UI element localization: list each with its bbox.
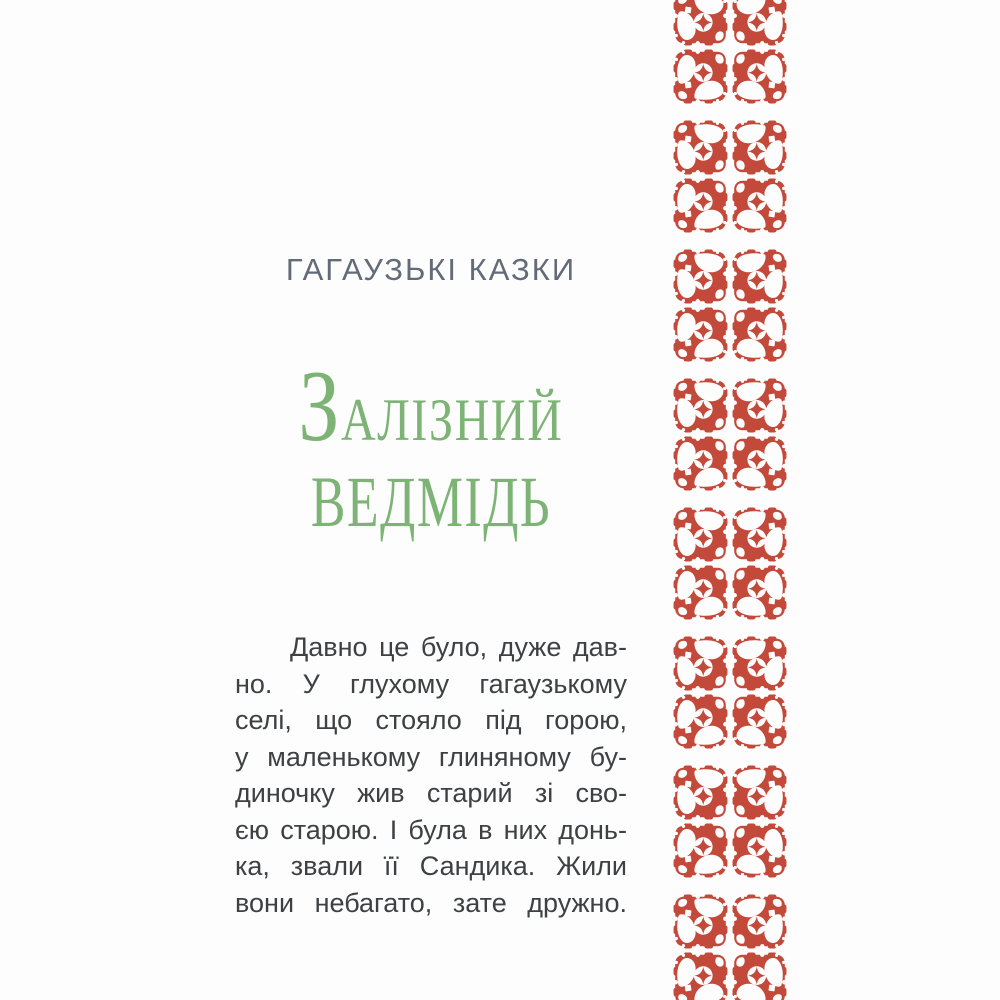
paragraph-line: Давно це було, дуже дав- <box>290 632 627 662</box>
ornament-tile-icon <box>731 49 788 104</box>
ornament-tile-icon <box>731 378 788 433</box>
paragraph-line: вони небагато, зате дружно. <box>235 887 627 918</box>
ornament-tile-icon <box>672 378 729 433</box>
ornament-tile-icon <box>672 249 729 304</box>
ornament-tile-icon <box>672 178 729 233</box>
ornament-block <box>672 507 788 620</box>
ornament-tile-icon <box>672 436 729 491</box>
ornament-tile-icon <box>672 765 729 820</box>
ornament-tile-icon <box>672 0 729 46</box>
paragraph-line: ка, звали її Сандика. Жили <box>235 851 627 881</box>
story-title-line1 <box>274 352 588 464</box>
ornament-block <box>672 765 788 878</box>
ornament-tile-icon <box>672 507 729 562</box>
ornament-tile-icon <box>731 0 788 46</box>
ornament-tile-icon <box>672 823 729 878</box>
paragraph-line: но. У глухому гагаузькому <box>235 668 627 699</box>
paragraph-line: єю старою. І була в них донь- <box>235 814 627 845</box>
ornament-block <box>672 120 788 233</box>
ornament-tile-icon <box>731 636 788 691</box>
story-paragraph <box>235 629 627 921</box>
ornament-tile-icon <box>731 823 788 878</box>
story-title-initial: З <box>298 350 342 463</box>
ornament-tile-icon <box>672 120 729 175</box>
ornament-tile-icon <box>731 694 788 749</box>
ornament-tile-icon <box>672 49 729 104</box>
ornament-tile-icon <box>731 307 788 362</box>
ornament-tile-icon <box>672 894 729 949</box>
ornament-block <box>672 636 788 749</box>
ornament-block <box>672 378 788 491</box>
ornament-tile-icon <box>731 952 788 1000</box>
ornament-tile-icon <box>672 565 729 620</box>
ornament-tile-icon <box>731 436 788 491</box>
ornament-tile-icon <box>731 565 788 620</box>
ornament-tile-icon <box>731 894 788 949</box>
story-title-line1-rest: АЛІЗНИЙ <box>341 387 564 453</box>
paragraph-line: селі, що стояло під горою, <box>235 705 627 735</box>
ornament-block <box>672 894 788 1000</box>
ornament-tile-icon <box>672 952 729 1000</box>
ornament-tile-icon <box>731 249 788 304</box>
ornament-tile-icon <box>731 178 788 233</box>
ornament-tile-icon <box>731 507 788 562</box>
ornament-tile-icon <box>672 636 729 691</box>
ornament-block <box>672 0 788 104</box>
ornament-tile-icon <box>731 765 788 820</box>
paragraph-line: у маленькому глиняному бу- <box>235 741 627 772</box>
ornament-block <box>672 249 788 362</box>
ornament-tile-icon <box>731 120 788 175</box>
ornament-tile-icon <box>672 307 729 362</box>
series-title: ГАГАУЗЬКІ КАЗКИ <box>285 252 577 287</box>
story-title-line2: ВЕДМІДЬ <box>310 462 552 542</box>
ornament-tile-icon <box>672 694 729 749</box>
paragraph-line: диночку жив старий зі сво- <box>235 778 627 808</box>
ornament-strip <box>672 0 788 1000</box>
